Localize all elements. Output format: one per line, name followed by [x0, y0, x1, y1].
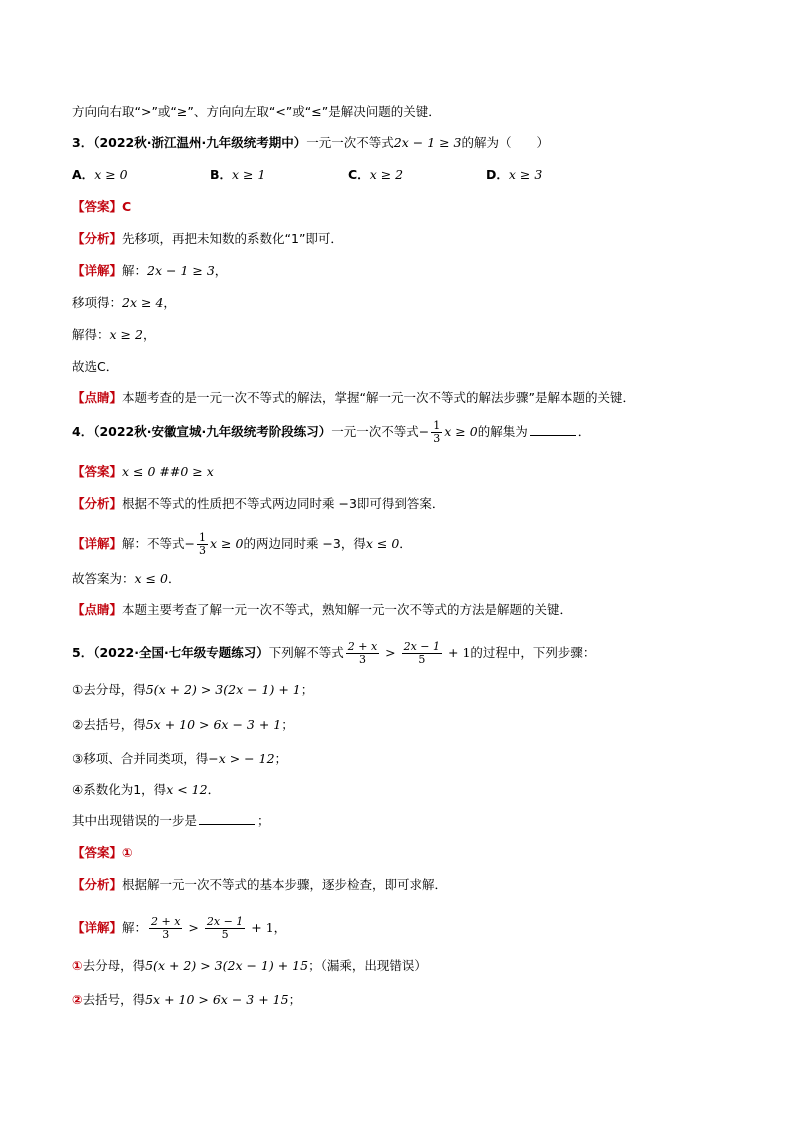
q5-step-2: ②去括号，得5x + 10 > 6x − 3 + 1； [72, 717, 294, 732]
q3-detail: 【详解】解：2x − 1 ≥ 3， [72, 263, 228, 278]
q3-conclusion: 故选C． [72, 359, 119, 374]
q3-source: （2022秋·浙江温州·九年级统考期中） [93, 135, 307, 150]
q3-option-c[interactable]: C．x ≥ 2 [348, 167, 404, 182]
q3-option-b[interactable]: B．x ≥ 1 [210, 167, 266, 182]
q4-conclusion: 故答案为：x ≤ 0． [72, 571, 181, 586]
q3-stem-pre: 一元一次不等式 [306, 135, 394, 150]
q5-stem: 5．（2022·全国·七年级专题练习）下列解不等式 $\frac{2 + x}{3}$ > $\frac{2x - 1}{5}$ + 1的过程中，下列步骤： [72, 640, 596, 666]
q4-answer-blank[interactable] [530, 423, 576, 436]
q5-fraction-left: $\frac{2 + x}{3}$ [347, 640, 378, 666]
q5-answer-blank[interactable] [199, 812, 255, 825]
q3-answer: 【答案】C [72, 199, 132, 214]
q5-number: 5． [72, 645, 94, 660]
q4-source: （2022秋·安徽宣城·九年级统考阶段练习） [93, 424, 332, 439]
q5-step-4: ④系数化为1，得x < 12． [72, 782, 221, 797]
q3-comment: 【点睛】本题考查的是一元一次不等式的解法，掌握“解一元一次不等式的解法步骤”是解本题的关键． [72, 390, 635, 405]
q5-detail: 【详解】解： $\frac{2 + x}{3}$ > $\frac{2x - 1}{5}$ + 1， [72, 915, 287, 941]
q3-analysis: 【分析】先移项，再把未知数的系数化“1”即可． [72, 231, 343, 246]
q4-stem: 4．（2022秋·安徽宣城·九年级统考阶段练习）一元一次不等式− $\frac{1}{3}$ x ≥ 0的解集为 ． [72, 419, 591, 445]
q3-option-a[interactable]: A．x ≥ 0 [72, 167, 128, 182]
q5-fraction-right: $\frac{2x - 1}{5}$ [403, 640, 441, 666]
q3-stem-post: 的解为（ ） [461, 135, 550, 150]
q4-fraction: $\frac{1}{3}$ [433, 419, 441, 445]
q3-option-d[interactable]: D．x ≥ 3 [486, 167, 543, 182]
q3-options [72, 166, 624, 184]
q3-stem [72, 134, 549, 152]
q5-analysis: 【分析】根据解一元一次不等式的基本步骤，逐步检查，即可求解． [72, 877, 448, 892]
q3-answer-value: C [122, 199, 132, 214]
q5-source: （2022·全国·七年级专题练习） [93, 645, 269, 660]
q5-answer-value: ① [122, 845, 133, 860]
q4-comment: 【点睛】本题主要考查了解一元一次不等式，熟知解一元一次不等式的方法是解题的关键． [72, 602, 573, 617]
q4-answer: 【答案】x ≤ 0 ##0 ≥ x [72, 464, 214, 479]
q4-number: 4． [72, 424, 94, 439]
q5-step-1: ①去分母，得5(x + 2) > 3(2x − 1) + 1； [72, 682, 314, 697]
q3-stem-expr: 2x − 1 ≥ 3 [393, 135, 462, 150]
q5-fix-2: ②去括号，得5x + 10 > 6x − 3 + 15； [72, 992, 302, 1007]
intro-line: 方向向右取“>”或“≥”、方向向左取“<”或“≤”是解决问题的关键． [72, 104, 441, 119]
q3-number: 3． [72, 135, 94, 150]
q3-step-solve: 解得：x ≥ 2， [72, 327, 156, 342]
q5-fix-1: ①去分母，得5(x + 2) > 3(2x − 1) + 15；（漏乘，出现错误） [72, 958, 427, 973]
q4-analysis: 【分析】根据不等式的性质把不等式两边同时乘 −3即可得到答案． [72, 496, 445, 511]
q5-answer: 【答案】① [72, 845, 133, 860]
q4-answer-value: x ≤ 0 ##0 ≥ x [122, 464, 214, 479]
q3-step-move: 移项得：2x ≥ 4， [72, 295, 176, 310]
q5-question: 其中出现错误的一步是 ； [72, 813, 270, 828]
q5-step-3: ③移项、合并同类项，得−x > − 12； [72, 751, 288, 766]
q4-detail: 【详解】解：不等式− $\frac{1}{3}$ x ≥ 0的两边同时乘 −3，得x ≤ 0． [72, 531, 412, 557]
